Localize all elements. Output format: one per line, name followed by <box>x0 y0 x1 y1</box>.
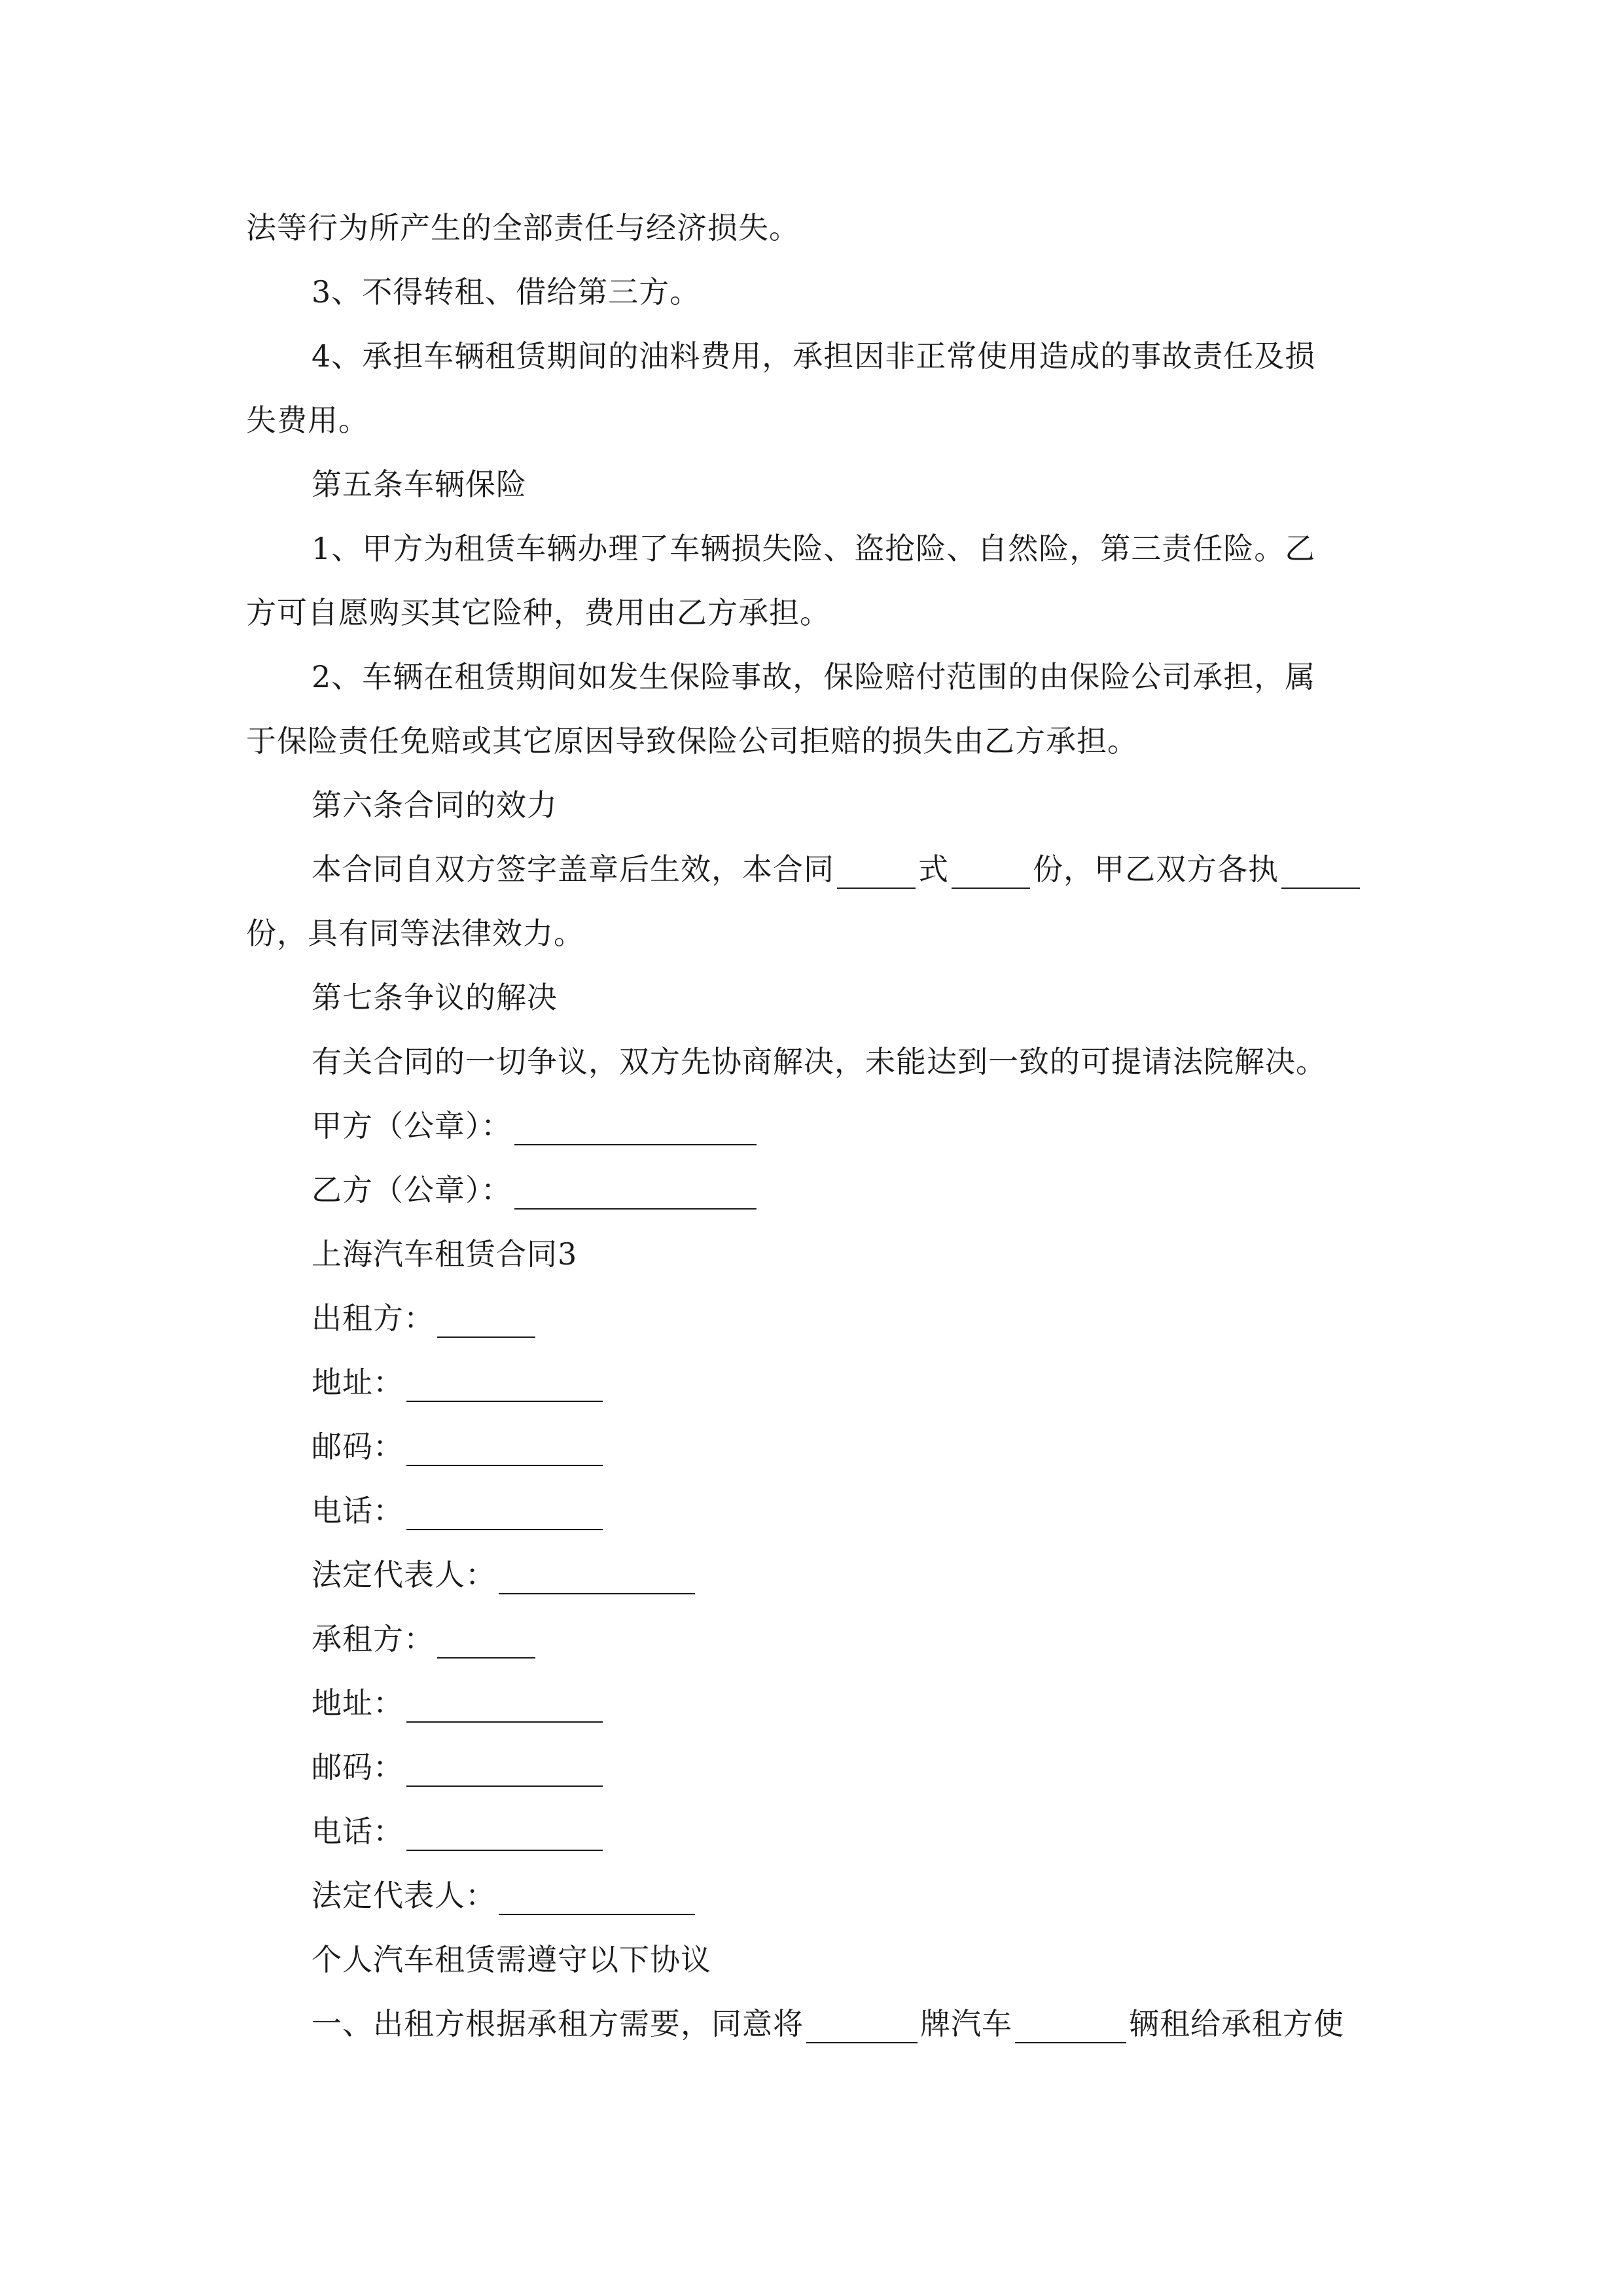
text-line-6: 1、甲方为租赁车辆办理了车辆损失险、盗抢险、自然险，第三责任险。乙 <box>312 531 1316 566</box>
lessor-phone-row <box>312 1491 1450 1530</box>
party-a-seal-label: 甲方（公章）： <box>312 1108 512 1143</box>
validity-text-2: 式 <box>918 852 949 887</box>
lessor-phone-label: 电话： <box>312 1493 404 1528</box>
lessor-legal-rep-blank[interactable] <box>499 1564 695 1594</box>
lessor-address-label: 地址： <box>312 1365 404 1400</box>
text-line-7: 方可自愿购买其它险种，费用由乙方承担。 <box>246 595 830 630</box>
party-a-seal-blank[interactable] <box>514 1115 757 1145</box>
lessee-address-label: 地址： <box>312 1685 404 1721</box>
lessor-legal-rep-label: 法定代表人： <box>312 1557 496 1592</box>
agreement-title: 个人汽车租赁需遵守以下协议 <box>312 1942 711 1977</box>
lessor-phone-blank[interactable] <box>406 1500 603 1530</box>
copies-count-blank[interactable] <box>952 859 1030 889</box>
lessee-phone-row <box>312 1812 1450 1851</box>
party-b-seal-row <box>312 1170 1450 1210</box>
text-line-4: 失费用。 <box>246 403 369 438</box>
lessee-postcode-label: 邮码： <box>312 1749 404 1785</box>
lessor-postcode-label: 邮码： <box>312 1429 404 1464</box>
text-line-1: 法等行为所产生的全部责任与经济损失。 <box>246 210 800 245</box>
copies-each-blank[interactable] <box>1281 859 1360 889</box>
clause1-text-3: 辆租给承租方使 <box>1129 2006 1344 2041</box>
lessee-address-blank[interactable] <box>406 1693 603 1723</box>
section-title-dispute: 第七条争议的解决 <box>312 980 558 1015</box>
party-b-seal-blank[interactable] <box>514 1179 757 1210</box>
lessor-address-blank[interactable] <box>406 1372 603 1402</box>
lessor-blank[interactable] <box>437 1308 535 1338</box>
text-line-2: 3、不得转租、借给第三方。 <box>312 274 701 310</box>
text-line-9: 于保险责任免赔或其它原因导致保险公司拒赔的损失由乙方承担。 <box>246 723 1138 759</box>
lessor-label: 出租方： <box>312 1300 435 1336</box>
validity-clause-cont: 份，具有同等法律效力。 <box>246 916 584 951</box>
lessee-phone-blank[interactable] <box>406 1821 603 1851</box>
lessor-postcode-row <box>312 1427 1450 1466</box>
lessor-row <box>312 1299 1450 1338</box>
validity-clause <box>312 850 1450 889</box>
contract3-title: 上海汽车租赁合同3 <box>312 1236 578 1272</box>
party-a-seal-row <box>312 1106 1450 1145</box>
text-line-3: 4、承担车辆租赁期间的油料费用，承担因非正常使用造成的事故责任及损 <box>312 338 1316 374</box>
lessee-postcode-blank[interactable] <box>406 1757 603 1787</box>
lessee-legal-rep-label: 法定代表人： <box>312 1878 496 1913</box>
lessee-legal-rep-row <box>312 1876 1450 1915</box>
section-title-validity: 第六条合同的效力 <box>312 787 558 823</box>
lessee-legal-rep-blank[interactable] <box>499 1885 695 1915</box>
car-brand-blank[interactable] <box>806 2013 918 2043</box>
text-line-8: 2、车辆在租赁期间如发生保险事故，保险赔付范围的由保险公司承担，属 <box>312 659 1316 694</box>
validity-text-1: 本合同自双方签字盖章后生效，本合同 <box>312 852 834 887</box>
lessor-legal-rep-row <box>312 1555 1450 1594</box>
lessee-phone-label: 电话： <box>312 1814 404 1849</box>
lessee-label: 承租方： <box>312 1621 435 1657</box>
clause1-row <box>312 2004 1450 2043</box>
lessee-row <box>312 1619 1450 1659</box>
clause1-text-1: 一、出租方根据承租方需要，同意将 <box>312 2006 804 2041</box>
lessor-postcode-blank[interactable] <box>406 1436 603 1466</box>
car-count-blank[interactable] <box>1015 2013 1126 2043</box>
lessee-blank[interactable] <box>437 1628 535 1659</box>
lessor-address-row <box>312 1363 1450 1402</box>
copies-type-blank[interactable] <box>837 859 916 889</box>
lessee-address-row <box>312 1683 1450 1723</box>
validity-text-3: 份，甲乙双方各执 <box>1033 852 1279 887</box>
lessee-postcode-row <box>312 1748 1450 1787</box>
clause1-text-2: 牌汽车 <box>920 2006 1012 2041</box>
dispute-text: 有关合同的一切争议，双方先协商解决，未能达到一致的可提请法院解决。 <box>312 1044 1327 1079</box>
section-title-insurance: 第五条车辆保险 <box>312 467 527 502</box>
party-b-seal-label: 乙方（公章）： <box>312 1172 512 1208</box>
